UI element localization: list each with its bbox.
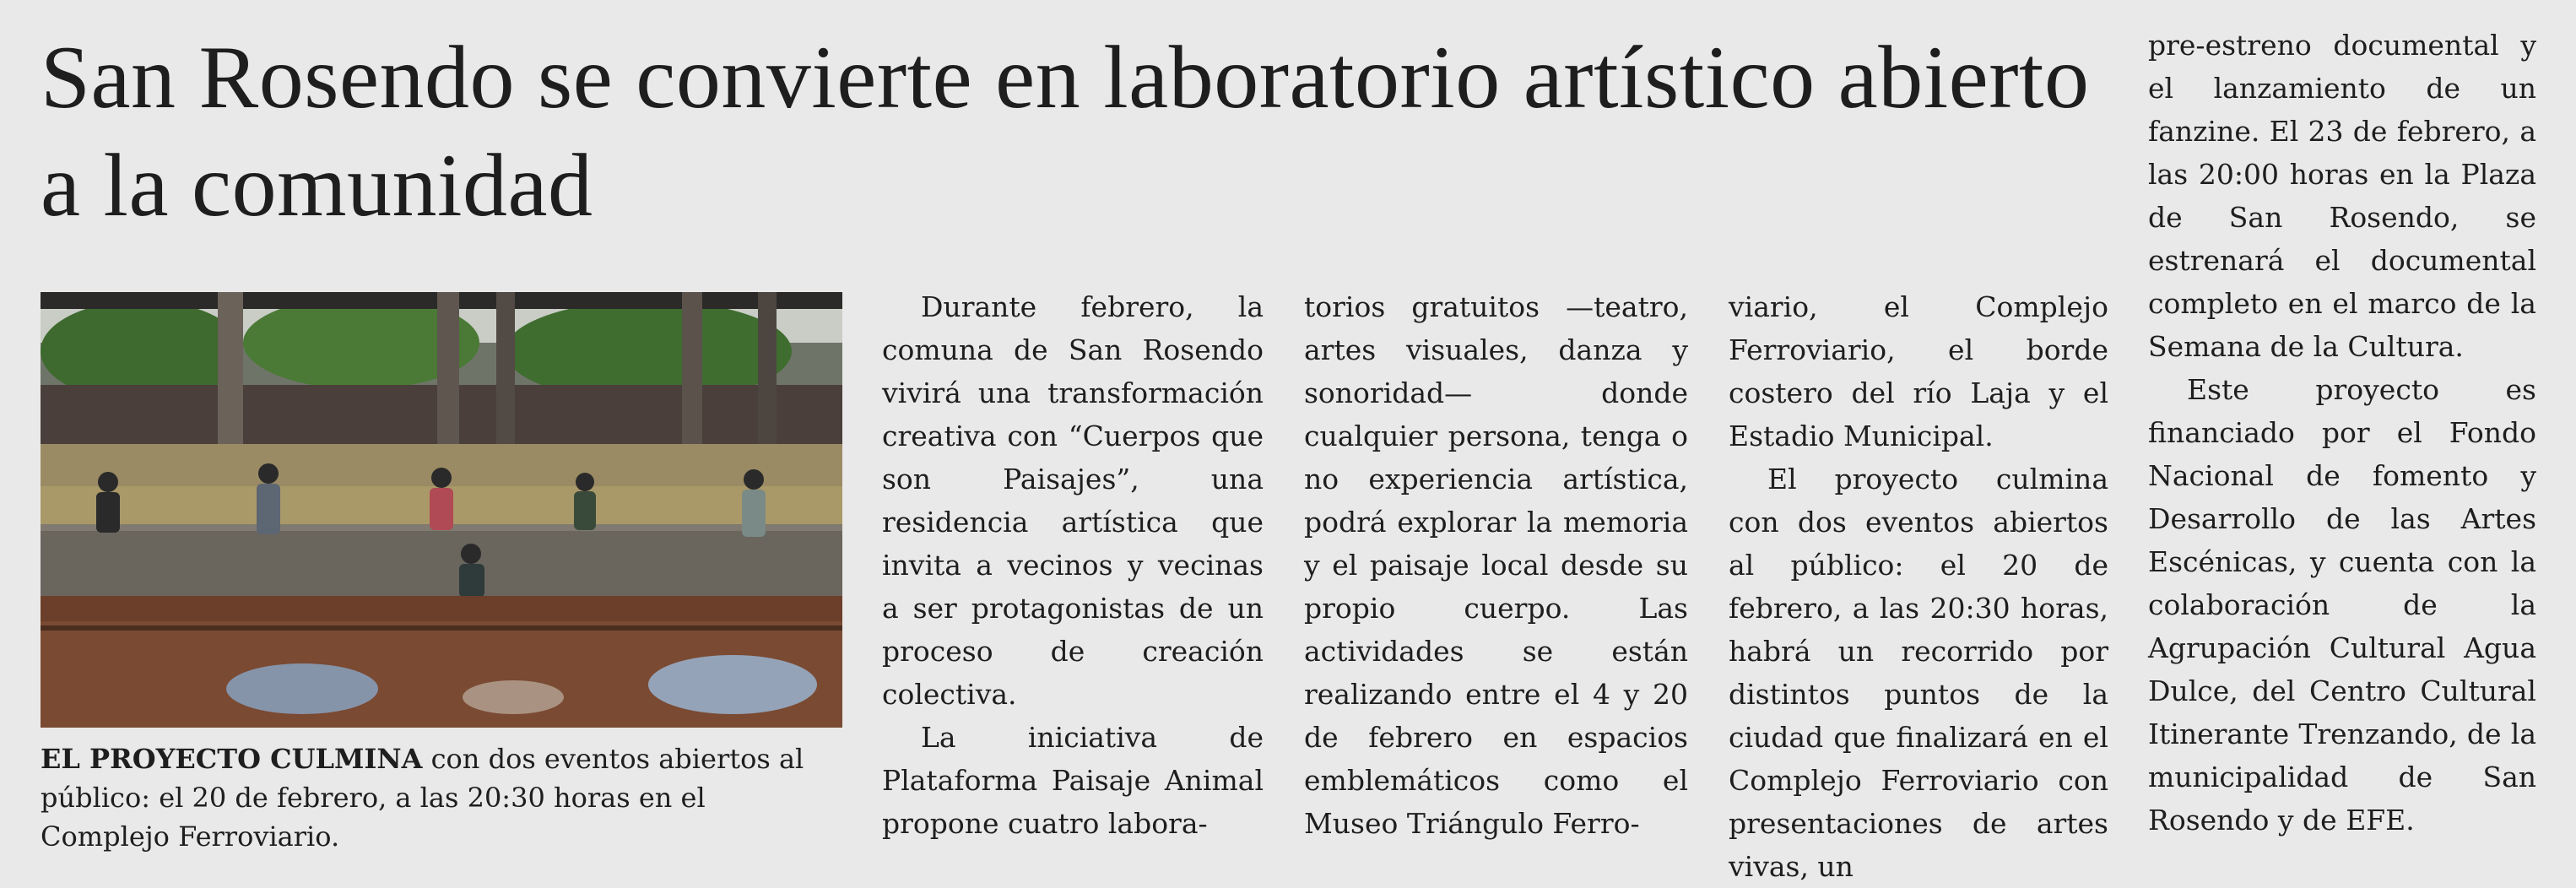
paragraph: La iniciativa de Plataforma Paisaje Animal propone cuatro labora- [882,721,1264,840]
caption-text: con dos eventos abiertos al público: el 20 de febrero, a las 20:30 horas en el Complejo Ferroviario. [41,743,804,853]
paragraph: El proyecto culmina con dos eventos abiertos al público: el 20 de febrero, a las 20:30 horas, habrá un recorrido por distintos puntos de la ciudad que finalizará en el Complejo Ferroviario con presentaciones de artes vivas, un [1729,463,2108,883]
article-photo [41,292,842,728]
paragraph: Este proyecto es financiado por el Fondo Nacional de fomento y Desarrollo de las Artes Escénicas, y cuenta con la colaboración de la Agrupación Cultural Agua Dulce, del Centro Cultural Itinerante Trenzando, de la municipalidad de San Rosendo y de EFE. [2148,373,2536,837]
body-column-3 [1729,285,2108,888]
paragraph: pre-estreno documental y el lanzamiento de un fanzine. El 23 de febrero, a las 20:00 horas en la Plaza de San Rosendo, se estrenará el documental completo en el marco de la Semana de la Cultura. [2148,29,2536,363]
photo-illustration [41,292,842,728]
paragraph: torios gratuitos —teatro, artes visuales, danza y sonoridad— donde cualquier persona, tenga o no experiencia artística, podrá explorar la memoria y el paisaje local desde su propio cuerpo. Las actividades se están realizando entre el 4 y 20 de febrero en espacios emblemáticos como el Museo Triángulo Ferro- [1304,290,1688,840]
paragraph: viario, el Complejo Ferroviario, el borde costero del río Laja y el Estadio Municipal. [1729,290,2108,452]
paragraph: Durante febrero, la comuna de San Rosendo vivirá una transformación creativa con “Cuerpos que son Paisajes”, una residencia artística que invita a vecinos y vecinas a ser protagonistas de un proceso de creación colectiva. [882,290,1264,711]
photo-caption [41,739,842,856]
body-column-2 [1304,285,1688,845]
body-column-1 [882,285,1264,845]
body-column-4 [2148,24,2536,842]
caption-lead: EL PROYECTO CULMINA [41,743,423,775]
headline: San Rosendo se convierte en laboratorio artístico abierto a la comunidad [41,28,2090,235]
